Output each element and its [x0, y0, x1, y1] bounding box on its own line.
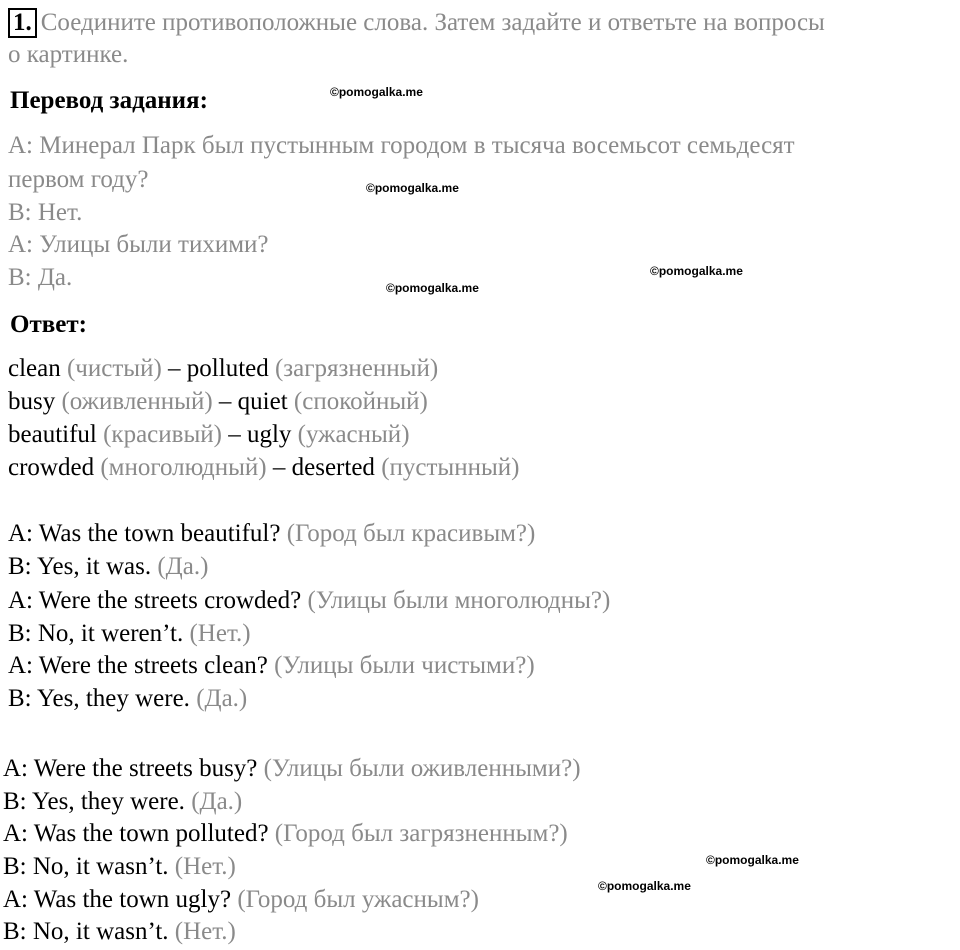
dialogue-line [8, 552, 208, 582]
word-pair [8, 354, 438, 384]
dialogue-line [8, 651, 535, 681]
word-ru: (пустынный) [381, 454, 520, 481]
dialogue-ru: (Город был красивым?) [286, 520, 536, 547]
dialogue-line [3, 885, 479, 915]
dialogue-line [3, 754, 581, 784]
word-pair [8, 453, 519, 483]
dash: – [272, 454, 286, 481]
watermark: ©pomogalka.me [706, 853, 799, 867]
answer-heading: Ответ: [10, 311, 87, 338]
dialogue-ru: (Улицы были многолюдны?) [307, 587, 611, 614]
word-ru: (загрязненный) [274, 355, 439, 382]
dialogue-line [3, 819, 568, 849]
word-ru: (ужасный) [297, 421, 410, 448]
dialogue-en: B: Yes, it was. [8, 553, 152, 580]
word-ru: (многолюдный) [100, 454, 267, 481]
dialogue-ru: (Город был ужасным?) [237, 886, 479, 913]
dialogue-line [8, 519, 535, 549]
word-en: crowded [8, 454, 95, 481]
word-en: clean [8, 355, 61, 382]
dialogue-line [8, 586, 610, 616]
dialogue-line [3, 917, 236, 947]
dialogue-en: B: No, it wasn’t. [3, 853, 169, 880]
translation-line: A: Минерал Парк был пустынным городом в тысяча восемьсот семьдесят [8, 132, 795, 159]
dialogue-en: A: Was the town polluted? [3, 820, 269, 847]
dialogue-ru: (Город был загрязненным?) [274, 820, 568, 847]
word-en: polluted [186, 355, 269, 382]
translation-line: A: Улицы были тихими? [8, 231, 269, 258]
task-number: 1. [8, 8, 37, 38]
dialogue-en: A: Were the streets busy? [3, 755, 258, 782]
word-ru: (спокойный) [293, 388, 428, 415]
word-ru: (чистый) [66, 355, 162, 382]
word-en: quiet [237, 388, 288, 415]
word-ru: (оживленный) [61, 388, 213, 415]
translation-line: первом году? [8, 166, 149, 193]
dash: – [218, 388, 232, 415]
watermark: ©pomogalka.me [386, 281, 479, 295]
translation-line: B: Да. [8, 264, 73, 291]
watermark: ©pomogalka.me [330, 85, 423, 99]
dialogue-ru: (Улицы были оживленными?) [263, 755, 581, 782]
dialogue-line [8, 619, 251, 649]
watermark: ©pomogalka.me [598, 879, 691, 893]
dialogue-line [8, 684, 247, 714]
translation-heading: Перевод задания: [10, 87, 208, 114]
dialogue-en: B: No, it weren’t. [8, 620, 184, 647]
dialogue-ru: (Нет.) [174, 853, 236, 880]
dialogue-en: A: Were the streets clean? [8, 652, 268, 679]
dialogue-en: B: Yes, they were. [3, 788, 185, 815]
watermark: ©pomogalka.me [650, 264, 743, 278]
word-ru: (красивый) [103, 421, 222, 448]
task-line-1 [8, 8, 825, 38]
dialogue-en: A: Was the town ugly? [3, 886, 232, 913]
task-text: Соедините противоположные слова. Затем задайте и ответьте на вопросы [40, 9, 825, 36]
watermark: ©pomogalka.me [366, 181, 459, 195]
dialogue-ru: (Улицы были чистыми?) [274, 652, 535, 679]
dialogue-ru: (Нет.) [174, 918, 236, 945]
task-line-2: о картинке. [8, 41, 129, 68]
word-pair [8, 387, 428, 417]
word-en: busy [8, 388, 56, 415]
dialogue-ru: (Нет.) [189, 620, 251, 647]
dash: – [168, 355, 181, 382]
dialogue-line [3, 852, 236, 882]
dialogue-ru: (Да.) [157, 553, 209, 580]
word-en: deserted [291, 454, 375, 481]
word-en: beautiful [8, 421, 97, 448]
dialogue-en: A: Was the town beautiful? [8, 520, 281, 547]
translation-line: B: Нет. [8, 199, 83, 226]
dialogue-en: A: Were the streets crowded? [8, 587, 302, 614]
dialogue-ru: (Да.) [191, 788, 243, 815]
dialogue-en: B: Yes, they were. [8, 685, 190, 712]
dash: – [228, 421, 241, 448]
dialogue-en: B: No, it wasn’t. [3, 918, 169, 945]
dialogue-line [3, 787, 242, 817]
word-pair [8, 420, 410, 450]
dialogue-ru: (Да.) [196, 685, 248, 712]
word-en: ugly [246, 421, 292, 448]
